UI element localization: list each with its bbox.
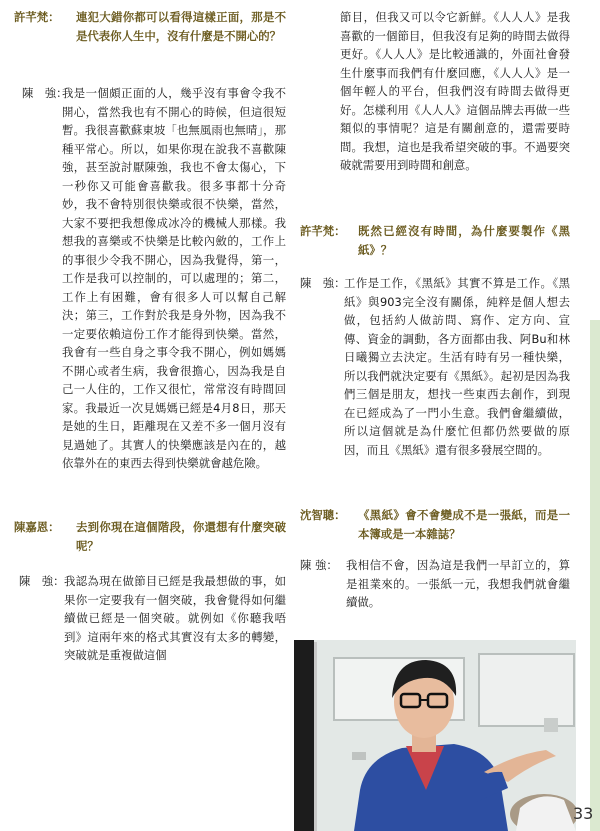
- question-block: [14, 518, 286, 558]
- speaker-name: 陳嘉恩：: [14, 520, 60, 534]
- speaker-name: 沈智聰：: [300, 508, 346, 522]
- answer-text: 我認為現在做節目已經是我最想做的事，如果你一定要我有一個突破，我會覺得如何繼續做已經是一個突破。就例如《你聽我唔到》這兩年來的格式其實沒有太多的轉變，突破就是重複做這個: [64, 574, 286, 662]
- answer-block: [14, 572, 286, 665]
- answer-text: 節目，但我又可以令它新鮮。《人人人》是我喜歡的一個節目，但我沒有足夠的時間去做得更好。《人人人》是比較通識的，外面社會發生什麼事而我們有什麼回應，《人人人》是一個年輕人的平台，但我們沒有時間去做得更好。怎樣利用《人人人》這個品牌去再做一些類似的事情呢？這是有關創意的，還需要時間。我想，這也是我希望突破的事。不過要突破就需要用到時間和創意。: [340, 10, 570, 172]
- answer-text: 我是一個頗正面的人，幾乎沒有事會令我不開心，當然我也有不開心的時候，但這很短暫。我很喜歡蘇東坡「也無風雨也無晴」，那種平常心。所以，如果你現在說我不喜歡陳強，甚至說討厭陳強，我也不會太傷心，下一秒你又可能會喜歡我。很多事都十分奇妙，我不會特別很快樂或很不快樂，當然，大家不要把我想像成冰冷的機械人那樣。我想我的喜樂或不快樂是比較內斂的，工作上的事很少令我不開心，因為我覺得，第一，工作是我可以控制的，可以處理的；第二，工作上有困難，會有很多人可以幫自己解決；第三，工作對於我是身外物，因為我不一定要依賴這份工作才能得到快樂。當然，我會有一些自身之事令我不開心，例如媽媽不開心或者生病，我會很擔心，因為我是自己一人住的，工作又很忙，常常沒有時間回家。我最近一次見媽媽已經是4月8日，那天是她的生日，距離現在又差不多一個月沒有見過她了。其實人的快樂應該是內在的，越依靠外在的東西去得到快樂就會越危險。: [62, 86, 286, 470]
- speaker-name: 許芊梵：: [300, 224, 346, 238]
- speaker-name: 陳 強：: [19, 574, 65, 588]
- page-number: 33: [573, 804, 594, 823]
- answer-continuation: [300, 8, 570, 210]
- question-block: [14, 8, 286, 64]
- speaker-name: 陳 強：: [300, 276, 346, 290]
- answer-text: 我相信不會，因為這是我們一早訂立的，算是祖業來的。一張紙一元，我想我們就會繼續做。: [346, 558, 570, 609]
- question-text: 《黑紙》會不會變成不是一張紙，而是一本簿或是一本雜誌？: [358, 508, 570, 541]
- question-text: 連犯大錯你都可以看得這樣正面，那是不是代表你人生中，沒有什麼是不開心的？: [76, 10, 286, 43]
- left-column: [14, 8, 286, 665]
- answer-block: [300, 556, 570, 612]
- answer-block: [300, 274, 570, 496]
- question-text: 既然已經沒有時間，為什麼要製作《黑紙》？: [358, 224, 570, 257]
- interview-photo: [294, 640, 576, 831]
- question-block: [300, 506, 570, 546]
- page-edge-bar: [590, 320, 600, 831]
- answer-block: [14, 84, 286, 514]
- speaker-name: 許芊梵：: [14, 10, 60, 24]
- interview-photo-illustration: [294, 640, 576, 831]
- right-column: [300, 8, 570, 612]
- speaker-name: 陳 強：: [300, 558, 338, 572]
- question-text: 去到你現在這個階段，你還想有什麼突破呢？: [76, 520, 286, 553]
- speaker-name: 陳 強：: [22, 86, 68, 100]
- answer-text: 工作是工作，《黑紙》其實不算是工作。《黑紙》與903完全沒有關係，純粹是個人想去做，包括約人做訪問、寫作、定方向、宣傳、資金的調動，各方面都由我、阿Bu和林日曦獨立去決定。生活有時有另一種快樂，所以我們就決定要有《黑紙》。起初是因為我們三個是朋友，想找一些東西去創作，到現在已經成為了一門小生意。我們會繼續做，所以這個就是為什麼忙但都仍然要做的原因，而且《黑紙》還有很多發展空間的。: [344, 276, 570, 457]
- question-block: [300, 222, 570, 262]
